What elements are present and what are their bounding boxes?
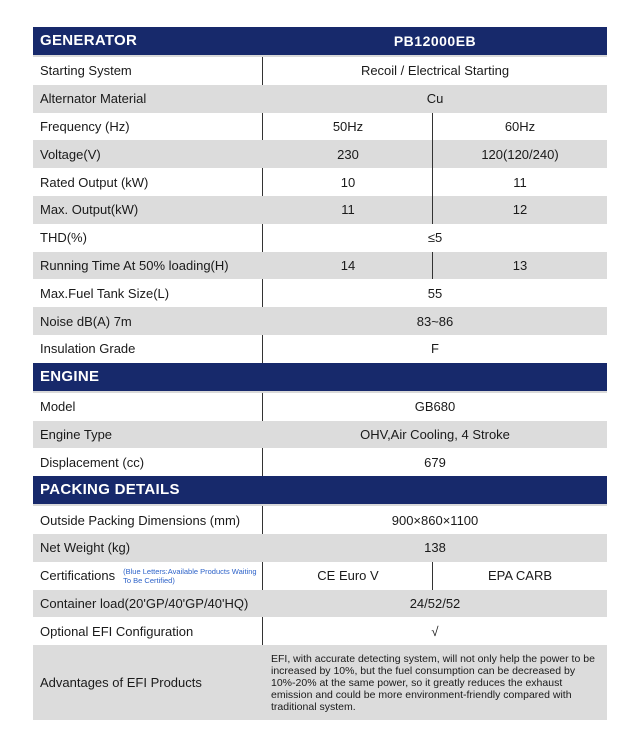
generator-table	[33, 57, 607, 363]
row-value: OHV,Air Cooling, 4 Stroke	[360, 426, 510, 442]
row-label: Frequency (Hz)	[40, 118, 130, 134]
table-row	[33, 224, 607, 252]
section-header-packing	[33, 476, 607, 506]
row-value: √	[431, 623, 439, 639]
model-name: PB12000EB	[393, 33, 477, 49]
row-value-60hz: 13	[512, 257, 528, 273]
row-value-60hz: 120(120/240)	[481, 146, 559, 162]
table-row	[33, 113, 607, 141]
row-label: Voltage(V)	[40, 146, 101, 162]
section-title: PACKING DETAILS	[40, 481, 180, 499]
row-value: GB680	[414, 399, 456, 415]
row-value: ≤5	[427, 230, 443, 246]
section-header-generator	[33, 27, 607, 57]
row-value-60hz: 11	[513, 174, 527, 190]
table-row	[33, 85, 607, 113]
row-value: 55	[427, 285, 443, 301]
table-row	[33, 57, 607, 85]
row-value: 679	[424, 454, 446, 470]
section-title: GENERATOR	[40, 32, 138, 49]
row-label: Noise dB(A) 7m	[40, 313, 132, 329]
row-label: Container load(20'GP/40'GP/40'HQ)	[40, 595, 249, 611]
row-value-50hz: 230	[337, 146, 359, 162]
row-label: Max. Output(kW)	[40, 202, 139, 218]
row-label: Engine Type	[40, 426, 113, 442]
row-value-50hz: 14	[340, 257, 356, 273]
row-label: Max.Fuel Tank Size(L)	[40, 285, 170, 301]
row-label: Running Time At 50% loading(H)	[40, 257, 229, 273]
table-row	[33, 506, 607, 534]
table-row	[33, 617, 607, 645]
table-row	[33, 590, 607, 618]
row-label-certifications	[40, 562, 261, 590]
table-row	[33, 252, 607, 280]
row-label: Model	[40, 399, 76, 415]
spec-sheet	[33, 27, 607, 720]
row-value: 24/52/52	[409, 595, 461, 611]
section-header-engine	[33, 363, 607, 393]
row-value: Cu	[426, 91, 444, 107]
efi-description: EFI, with accurate detecting system, will not only help the power to be increased by 10%, but the fuel consumption can be decreased by 10%-20% at the same power, so it greatly reduces the exhaust emission and could be more environment-friendly compared with traditional system.	[271, 652, 595, 713]
engine-table	[33, 393, 607, 476]
table-row	[33, 645, 607, 720]
row-label: THD(%)	[40, 230, 87, 246]
row-label: Alternator Material	[40, 91, 147, 107]
table-row	[33, 448, 607, 476]
table-row	[33, 196, 607, 224]
certification-note: (Blue Letters:Available Products Waiting To Be Certified)	[123, 566, 257, 585]
row-value-50hz: 50Hz	[332, 118, 364, 134]
row-value-epa: EPA CARB	[487, 568, 553, 584]
row-label: Insulation Grade	[40, 341, 136, 357]
table-row	[33, 168, 607, 196]
row-label: Rated Output (kW)	[40, 174, 149, 190]
row-value-50hz: 10	[340, 174, 356, 190]
table-row	[33, 335, 607, 363]
row-value: 83~86	[416, 313, 454, 329]
row-label: Outside Packing Dimensions (mm)	[40, 512, 241, 528]
table-row	[33, 421, 607, 449]
row-label: Certifications	[40, 568, 116, 584]
row-value-50hz: 11	[341, 202, 355, 218]
row-value-60hz: 60Hz	[504, 118, 536, 134]
row-value-ce: CE Euro V	[317, 568, 379, 584]
table-row	[33, 279, 607, 307]
section-title: ENGINE	[40, 367, 100, 385]
table-row	[33, 562, 607, 590]
row-label: Starting System	[40, 63, 132, 79]
row-value: F	[431, 341, 439, 357]
table-row	[33, 307, 607, 335]
row-value: 138	[424, 540, 446, 556]
row-label: Optional EFI Configuration	[40, 623, 194, 639]
table-row	[33, 393, 607, 421]
row-value: 900×860×1100	[391, 512, 479, 528]
row-label: Advantages of EFI Products	[40, 675, 202, 691]
table-row	[33, 534, 607, 562]
row-value-60hz: 12	[512, 202, 528, 218]
row-label: Net Weight (kg)	[40, 540, 131, 556]
table-row	[33, 140, 607, 168]
packing-table	[33, 506, 607, 720]
row-value: Recoil / Electrical Starting	[360, 63, 510, 79]
row-label: Displacement (cc)	[40, 454, 145, 470]
